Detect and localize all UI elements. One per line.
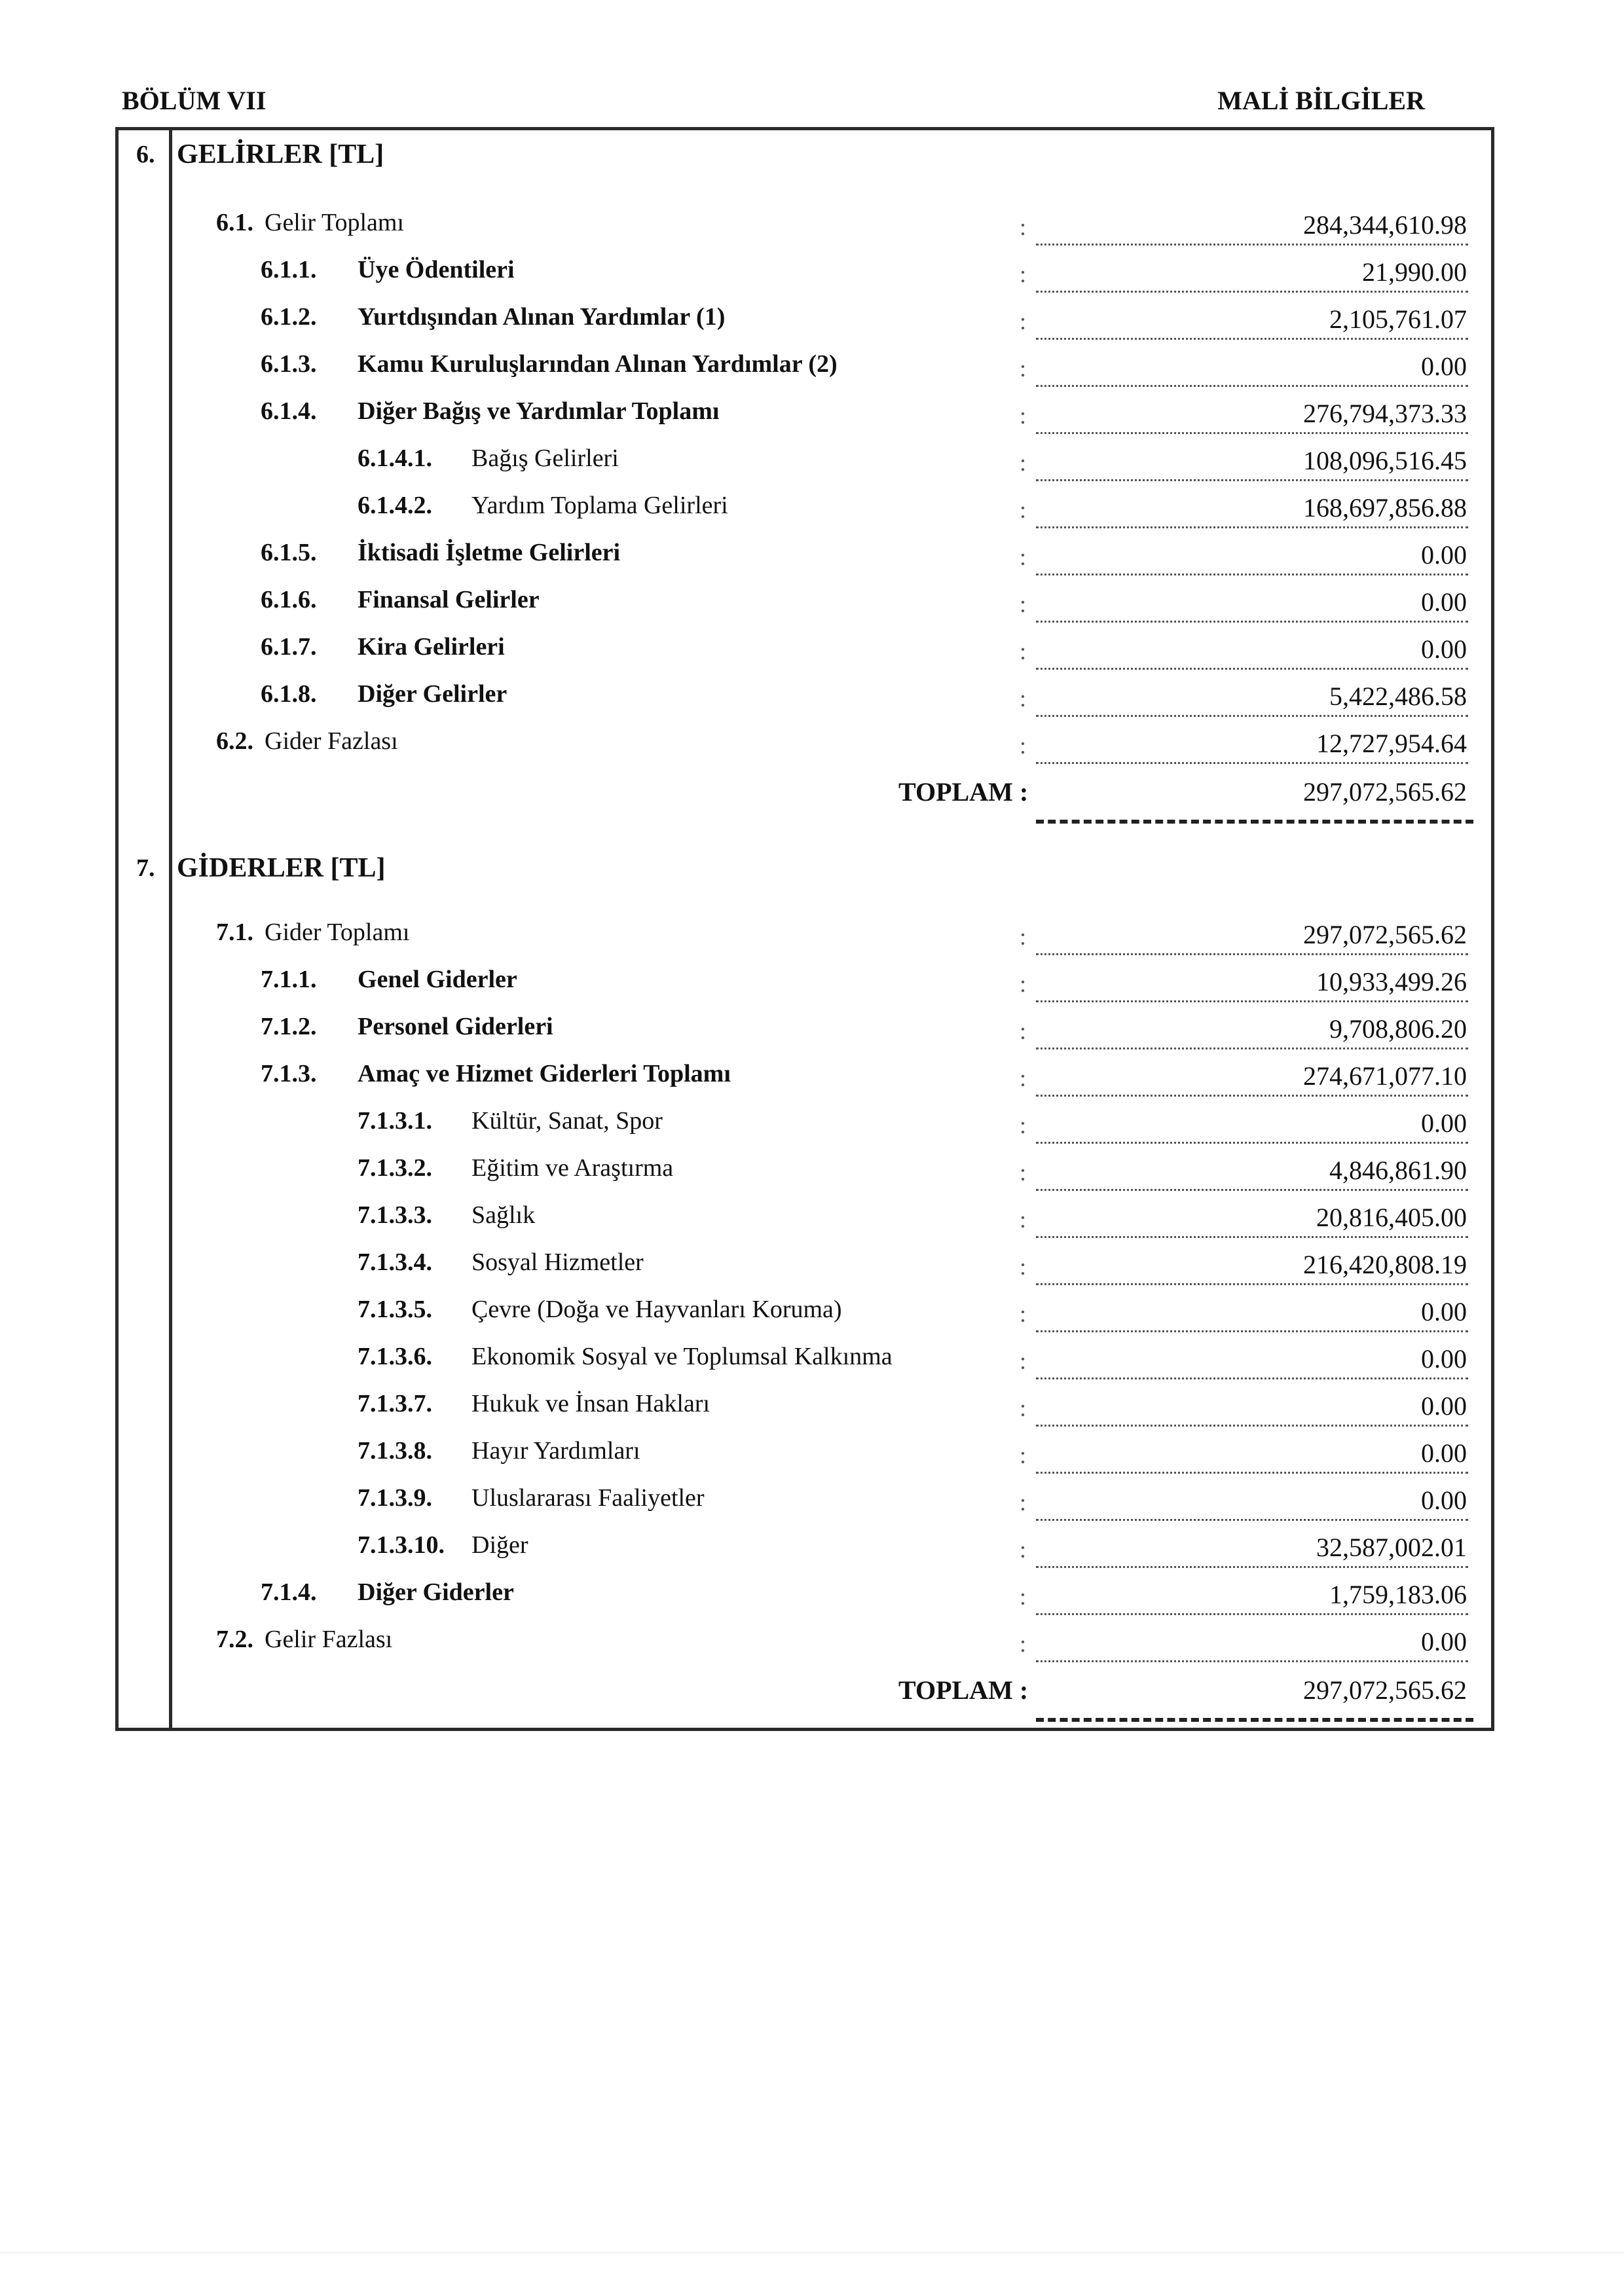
table-row <box>0 1295 1624 1342</box>
dotted-leader <box>1036 1283 1468 1285</box>
table-row <box>0 255 1624 302</box>
table-row <box>0 1059 1624 1106</box>
row-colon: : <box>1020 1065 1027 1091</box>
dotted-leader <box>1036 1236 1468 1238</box>
row-colon: : <box>1020 1018 1027 1044</box>
row-colon: : <box>1020 261 1027 287</box>
row-colon: : <box>1020 1112 1027 1139</box>
dotted-leader <box>1036 715 1468 717</box>
table-row <box>0 444 1624 491</box>
row-label: Ekonomik Sosyal ve Toplumsal Kalkınma <box>471 1343 893 1370</box>
row-value: 1,759,183.06 <box>1329 1580 1467 1609</box>
dotted-leader <box>1036 1613 1468 1615</box>
table-row <box>0 1106 1624 1154</box>
dotted-leader <box>1036 1048 1468 1049</box>
table-row <box>0 208 1624 255</box>
page-bottom-edge <box>0 2252 1624 2253</box>
row-value: 10,933,499.26 <box>1316 967 1467 996</box>
dotted-leader <box>1036 1000 1468 1002</box>
row-value: 0.00 <box>1421 634 1467 664</box>
row-label: Amaç ve Hizmet Giderleri Toplamı <box>358 1060 731 1087</box>
row-code: 7.2. <box>216 1626 253 1653</box>
row-value: 0.00 <box>1421 1297 1467 1326</box>
row-colon: : <box>1020 1301 1027 1327</box>
row-label: Bağış Gelirleri <box>471 445 619 472</box>
dotted-leader <box>1036 338 1468 340</box>
row-label: Personel Giderleri <box>358 1013 553 1040</box>
row-colon: : <box>1020 638 1027 665</box>
row-colon: : <box>1020 1254 1027 1280</box>
row-colon: : <box>1020 591 1027 617</box>
dotted-leader <box>1036 1660 1468 1662</box>
row-code: 7.1.3.7. <box>358 1390 432 1417</box>
row-value: 20,816,405.00 <box>1316 1203 1467 1232</box>
row-label: Sosyal Hizmetler <box>471 1248 644 1276</box>
row-value: 0.00 <box>1421 1391 1467 1421</box>
row-code: 6.1.3. <box>261 350 317 378</box>
row-colon: : <box>1020 497 1027 523</box>
table-row <box>0 1578 1624 1625</box>
row-value: 0.00 <box>1421 1627 1467 1656</box>
row-label: Genel Giderler <box>358 966 517 993</box>
row-code: 7.1.3.9. <box>358 1484 432 1512</box>
dashed-underline <box>1036 1718 1473 1722</box>
section-6-number: 6. <box>136 141 155 168</box>
dotted-leader <box>1036 1472 1468 1474</box>
dotted-leader <box>1036 1330 1468 1332</box>
row-value: 274,671,077.10 <box>1303 1061 1467 1091</box>
row-colon: : <box>1020 450 1027 476</box>
row-value: 216,420,808.19 <box>1303 1250 1467 1279</box>
table-row <box>0 491 1624 538</box>
dotted-leader <box>1036 953 1468 955</box>
dashed-underline <box>1036 820 1473 824</box>
table-row <box>0 1342 1624 1389</box>
row-label: Uluslararası Faaliyetler <box>471 1484 705 1512</box>
row-colon: : <box>1020 1348 1027 1374</box>
row-label: Çevre (Doğa ve Hayvanları Koruma) <box>471 1296 842 1323</box>
dotted-leader <box>1036 1519 1468 1521</box>
table-row <box>0 632 1624 680</box>
table-row <box>0 1012 1624 1059</box>
row-colon: : <box>1020 1207 1027 1233</box>
row-code: 6.1.7. <box>261 633 317 661</box>
dotted-leader <box>1036 1189 1468 1191</box>
row-code: 7.1. <box>216 919 253 946</box>
dotted-leader <box>1036 1425 1468 1427</box>
row-code: 7.1.3.2. <box>358 1154 432 1182</box>
row-label: Diğer <box>471 1531 528 1559</box>
dotted-leader <box>1036 479 1468 481</box>
row-code: 7.1.3. <box>261 1060 317 1087</box>
row-label: Gider Fazlası <box>265 727 398 755</box>
row-colon: : <box>1020 214 1027 240</box>
row-label: İktisadi İşletme Gelirleri <box>358 539 621 566</box>
row-label: Sağlık <box>471 1201 536 1229</box>
row-label: Gelir Toplamı <box>265 209 404 236</box>
row-label: Yardım Toplama Gelirleri <box>471 492 728 519</box>
row-code: 6.1. <box>216 209 253 236</box>
row-code: 7.1.2. <box>261 1013 317 1040</box>
row-colon: : <box>1020 1442 1027 1468</box>
row-code: 6.1.5. <box>261 539 317 566</box>
row-label: Yurtdışından Alınan Yardımlar (1) <box>358 303 726 331</box>
row-code: 7.1.3.4. <box>358 1248 432 1276</box>
row-label: Kira Gelirleri <box>358 633 505 661</box>
total-label: TOPLAM : <box>898 1675 1029 1705</box>
total-value: 297,072,565.62 <box>1303 1675 1467 1705</box>
total-row <box>0 1675 1624 1722</box>
total-label: TOPLAM : <box>898 777 1029 807</box>
page-header <box>122 85 1425 124</box>
row-value: 12,727,954.64 <box>1316 729 1467 758</box>
row-value: 32,587,002.01 <box>1316 1533 1467 1562</box>
table-row <box>0 1389 1624 1436</box>
row-code: 6.1.1. <box>261 256 317 283</box>
row-code: 7.1.3.3. <box>358 1201 432 1229</box>
dotted-leader <box>1036 244 1468 246</box>
row-colon: : <box>1020 1537 1027 1563</box>
dotted-leader <box>1036 526 1468 528</box>
table-row <box>0 350 1624 397</box>
row-colon: : <box>1020 308 1027 335</box>
row-label: Gider Toplamı <box>265 919 410 946</box>
row-value: 0.00 <box>1421 540 1467 570</box>
table-row <box>0 1531 1624 1578</box>
table-row <box>0 918 1624 965</box>
row-value: 0.00 <box>1421 1485 1467 1515</box>
dotted-leader <box>1036 291 1468 293</box>
row-code: 6.1.4. <box>261 397 317 425</box>
dotted-leader <box>1036 1095 1468 1097</box>
row-colon: : <box>1020 1584 1027 1610</box>
row-code: 7.1.4. <box>261 1578 317 1606</box>
chapter-title: BÖLÜM VII <box>122 86 267 115</box>
row-label: Eğitim ve Araştırma <box>471 1154 674 1182</box>
row-label: Diğer Bağış ve Yardımlar Toplamı <box>358 397 720 425</box>
total-row <box>0 776 1624 824</box>
row-value: 0.00 <box>1421 1438 1467 1468</box>
row-value: 108,096,516.45 <box>1303 446 1467 475</box>
table-row <box>0 680 1624 727</box>
row-label: Kamu Kuruluşlarından Alınan Yardımlar (2) <box>358 350 838 378</box>
row-value: 21,990.00 <box>1362 257 1467 287</box>
dotted-leader <box>1036 432 1468 434</box>
row-value: 0.00 <box>1421 352 1467 381</box>
row-value: 0.00 <box>1421 1108 1467 1138</box>
row-value: 0.00 <box>1421 1344 1467 1374</box>
row-colon: : <box>1020 544 1027 570</box>
table-row <box>0 585 1624 632</box>
row-colon: : <box>1020 355 1027 382</box>
row-value: 284,344,610.98 <box>1303 210 1467 240</box>
table-row <box>0 302 1624 350</box>
dotted-leader <box>1036 621 1468 623</box>
table-row <box>0 1436 1624 1484</box>
row-colon: : <box>1020 403 1027 429</box>
row-label: Diğer Giderler <box>358 1578 514 1606</box>
table-row <box>0 1201 1624 1248</box>
row-label: Kültür, Sanat, Spor <box>471 1107 663 1135</box>
row-label: Gelir Fazlası <box>265 1626 393 1653</box>
table-row <box>0 1248 1624 1295</box>
row-code: 7.1.3.10. <box>358 1531 445 1559</box>
row-value: 168,697,856.88 <box>1303 493 1467 522</box>
row-colon: : <box>1020 971 1027 997</box>
row-colon: : <box>1020 733 1027 759</box>
table-row <box>0 1154 1624 1201</box>
row-code: 7.1.3.6. <box>358 1343 432 1370</box>
dotted-leader <box>1036 385 1468 387</box>
row-value: 0.00 <box>1421 587 1467 617</box>
row-label: Hayır Yardımları <box>471 1437 640 1465</box>
table-row <box>0 1625 1624 1672</box>
table-row <box>0 965 1624 1012</box>
row-code: 6.1.4.2. <box>358 492 432 519</box>
row-colon: : <box>1020 685 1027 712</box>
row-value: 2,105,761.07 <box>1329 304 1467 334</box>
dotted-leader <box>1036 762 1468 764</box>
section-7-title: GİDERLER [TL] <box>177 853 386 883</box>
row-code: 6.1.4.1. <box>358 445 432 472</box>
chapter-subject: MALİ BİLGİLER <box>1217 86 1425 115</box>
row-code: 6.1.2. <box>261 303 317 331</box>
dotted-leader <box>1036 1142 1468 1144</box>
row-code: 6.2. <box>216 727 253 755</box>
row-value: 9,708,806.20 <box>1329 1014 1467 1044</box>
row-value: 276,794,373.33 <box>1303 399 1467 428</box>
row-label: Hukuk ve İnsan Hakları <box>471 1390 710 1417</box>
row-colon: : <box>1020 924 1027 950</box>
row-code: 6.1.8. <box>261 680 317 708</box>
row-label: Finansal Gelirler <box>358 586 540 613</box>
row-value: 4,846,861.90 <box>1329 1156 1467 1185</box>
row-value: 5,422,486.58 <box>1329 682 1467 711</box>
row-code: 6.1.6. <box>261 586 317 613</box>
dotted-leader <box>1036 1377 1468 1379</box>
section-7-number: 7. <box>136 854 155 882</box>
section-6-title: GELİRLER [TL] <box>177 139 384 170</box>
dotted-leader <box>1036 668 1468 670</box>
dotted-leader <box>1036 1566 1468 1568</box>
table-row <box>0 397 1624 444</box>
row-label: Diğer Gelirler <box>358 680 507 708</box>
row-colon: : <box>1020 1631 1027 1657</box>
row-code: 7.1.1. <box>261 966 317 993</box>
table-row <box>0 1484 1624 1531</box>
table-row <box>0 727 1624 774</box>
row-code: 7.1.3.8. <box>358 1437 432 1465</box>
row-code: 7.1.3.5. <box>358 1296 432 1323</box>
table-row <box>0 538 1624 585</box>
row-value: 297,072,565.62 <box>1303 920 1467 949</box>
row-code: 7.1.3.1. <box>358 1107 432 1135</box>
row-colon: : <box>1020 1395 1027 1421</box>
total-value: 297,072,565.62 <box>1303 777 1467 807</box>
row-colon: : <box>1020 1489 1027 1516</box>
dotted-leader <box>1036 574 1468 575</box>
row-colon: : <box>1020 1159 1027 1186</box>
row-label: Üye Ödentileri <box>358 256 515 283</box>
